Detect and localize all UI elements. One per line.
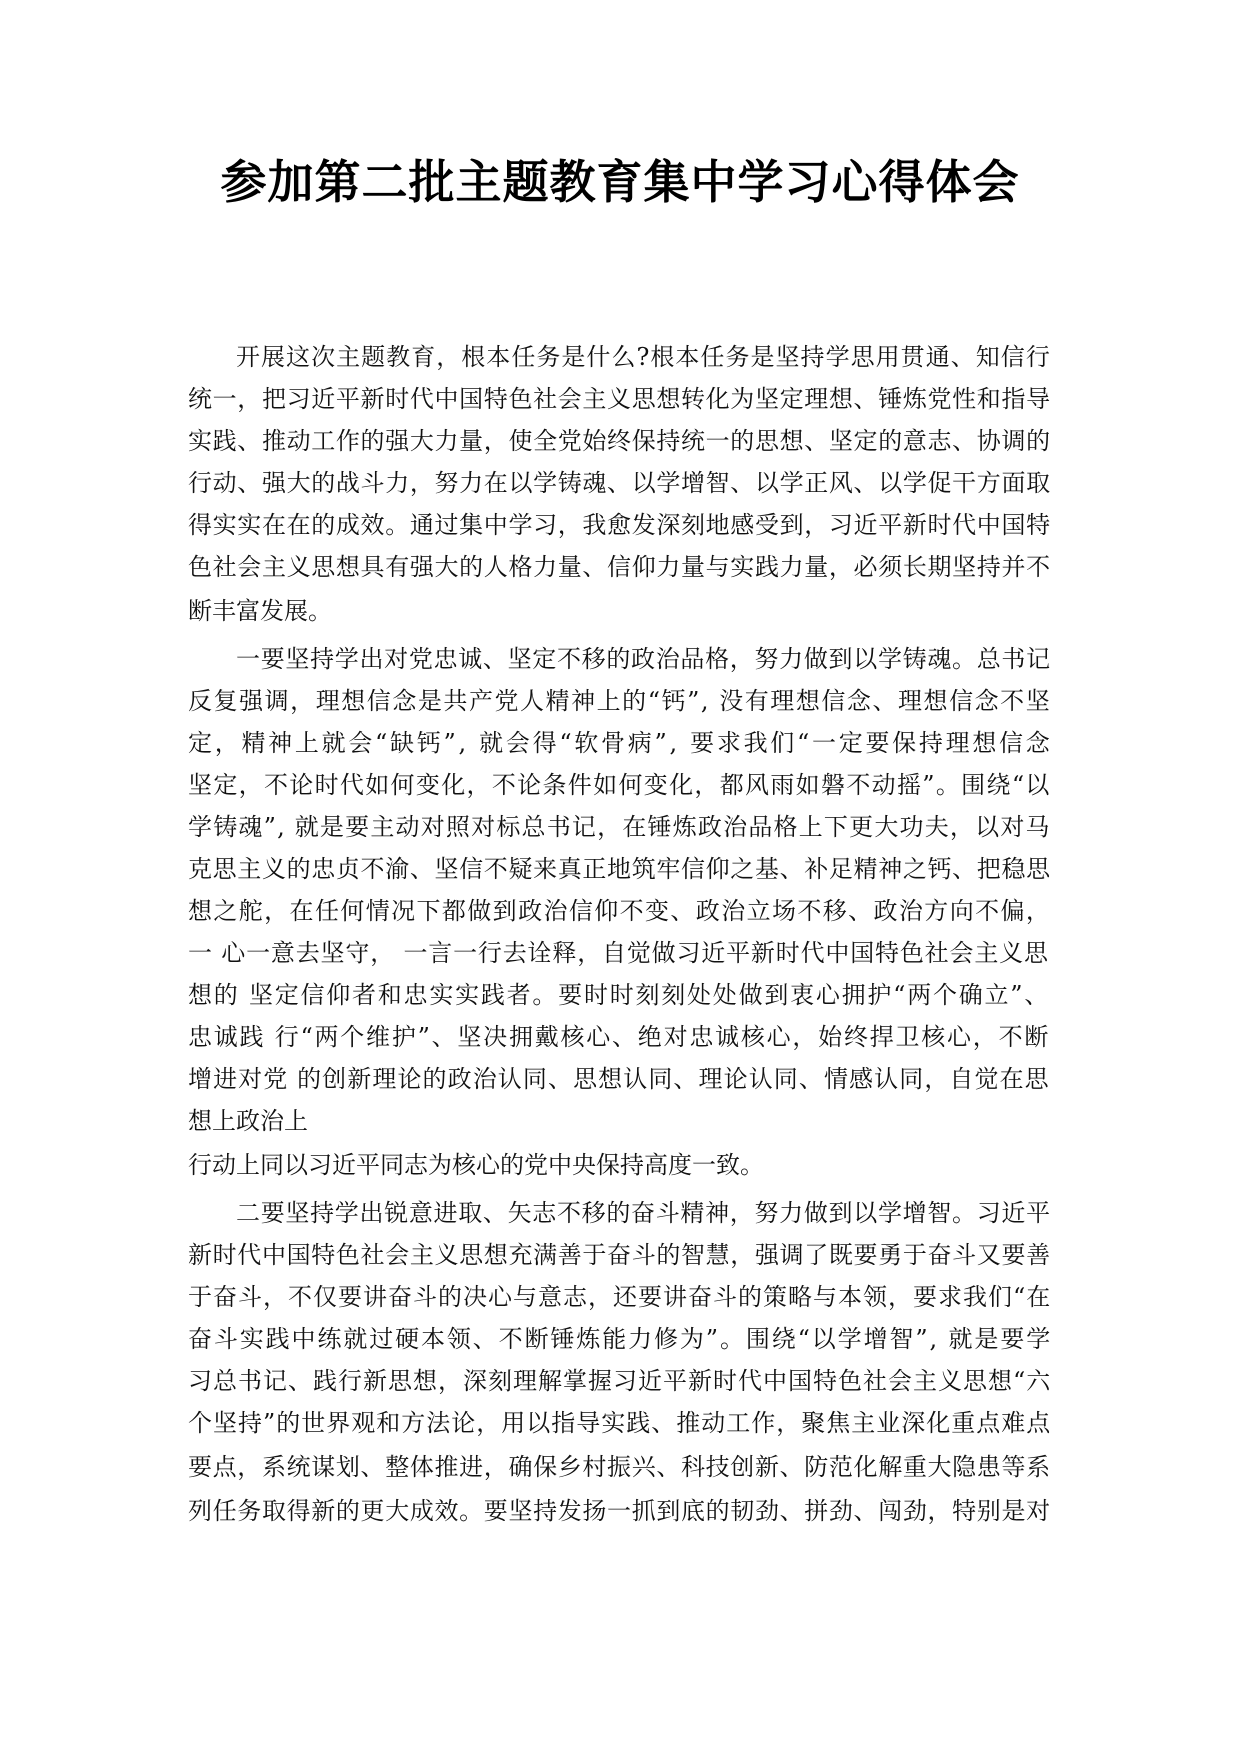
text-line: 色社会主义思想具有强大的人格力量、信仰力量与实践力量，必须长期坚持并不 [188, 553, 1051, 581]
text-line: 于奋斗，不仅要讲奋斗的决心与意志，还要讲奋斗的策略与本领，要求我们“在 [188, 1283, 1052, 1311]
text-line: 坚定，不论时代如何变化，不论条件如何变化，都风雨如磐不动摇”。围绕“以 [188, 771, 1051, 799]
document-title: 参加第二批主题教育集中学习心得体会 [220, 155, 1020, 209]
text-line: 增进对党 的创新理论的政治认同、思想认同、理论认同、情感认同，自觉在思 [188, 1065, 1050, 1093]
text-line: 想之舵，在任何情况下都做到政治信仰不变、政治立场不移、政治方向不偏， [188, 897, 1052, 925]
text-line: 一要坚持学出对党忠诚、坚定不移的政治品格，努力做到以学铸魂。总书记 [236, 645, 1051, 673]
text-line: 行动上同以习近平同志为核心的党中央保持高度一致。 [188, 1151, 764, 1179]
text-line: 想上政治上 [188, 1107, 308, 1135]
text-line: 实践、推动工作的强大力量，使全党始终保持统一的思想、坚定的意志、协调的 [188, 427, 1051, 455]
text-line: 奋斗实践中练就过硬本领、不断锤炼能力修为”。围绕“以学增智”, 就是要学 [188, 1325, 1053, 1353]
text-line: 一 心一意去坚守， 一言一行去诠释，自觉做习近平新时代中国特色社会主义思 [188, 939, 1049, 967]
text-line: 习总书记、践行新思想，深刻理解掌握习近平新时代中国特色社会主义思想“六 [188, 1367, 1052, 1395]
text-line: 反复强调，理想信念是共产党人精神上的“钙”, 没有理想信念、理想信念不坚 [188, 687, 1052, 715]
text-line: 二要坚持学出锐意进取、矢志不移的奋斗精神，努力做到以学增智。习近平 [236, 1199, 1051, 1227]
text-line: 忠诚践 行“两个维护”、坚决拥戴核心、绝对忠诚核心，始终捍卫核心，不断 [188, 1023, 1051, 1051]
text-line: 得实实在在的成效。通过集中学习，我愈发深刻地感受到，习近平新时代中国特 [188, 511, 1051, 539]
text-line: 学铸魂”, 就是要主动对照对标总书记，在锤炼政治品格上下更大功夫，以对马 [188, 813, 1051, 841]
text-line: 统一，把习近平新时代中国特色社会主义思想转化为坚定理想、锤炼党性和指导 [188, 385, 1051, 413]
text-line: 断丰富发展。 [188, 597, 332, 625]
text-line: 定，精神上就会“缺钙”, 就会得“软骨病”, 要求我们“一定要保持理想信念 [188, 729, 1053, 757]
text-line: 想的 坚定信仰者和忠实实践者。要时时刻刻处处做到衷心拥护“两个确立”、 [188, 981, 1051, 1009]
text-line: 开展这次主题教育，根本任务是什么?根本任务是坚持学思用贯通、知信行 [236, 343, 1051, 371]
text-line: 新时代中国特色社会主义思想充满善于奋斗的智慧，强调了既要勇于奋斗又要善 [188, 1241, 1051, 1269]
text-line: 行动、强大的战斗力，努力在以学铸魂、以学增智、以学正风、以学促干方面取 [188, 469, 1051, 497]
text-line: 个坚持”的世界观和方法论，用以指导实践、推动工作，聚焦主业深化重点难点 [188, 1409, 1052, 1437]
text-line: 克思主义的忠贞不渝、坚信不疑来真正地筑牢信仰之基、补足精神之钙、把稳思 [188, 855, 1051, 883]
text-line: 列任务取得新的更大成效。要坚持发扬一抓到底的韧劲、拼劲、闯劲，特别是对 [188, 1497, 1051, 1525]
text-line: 要点，系统谋划、整体推进，确保乡村振兴、科技创新、防范化解重大隐患等系 [188, 1453, 1051, 1481]
